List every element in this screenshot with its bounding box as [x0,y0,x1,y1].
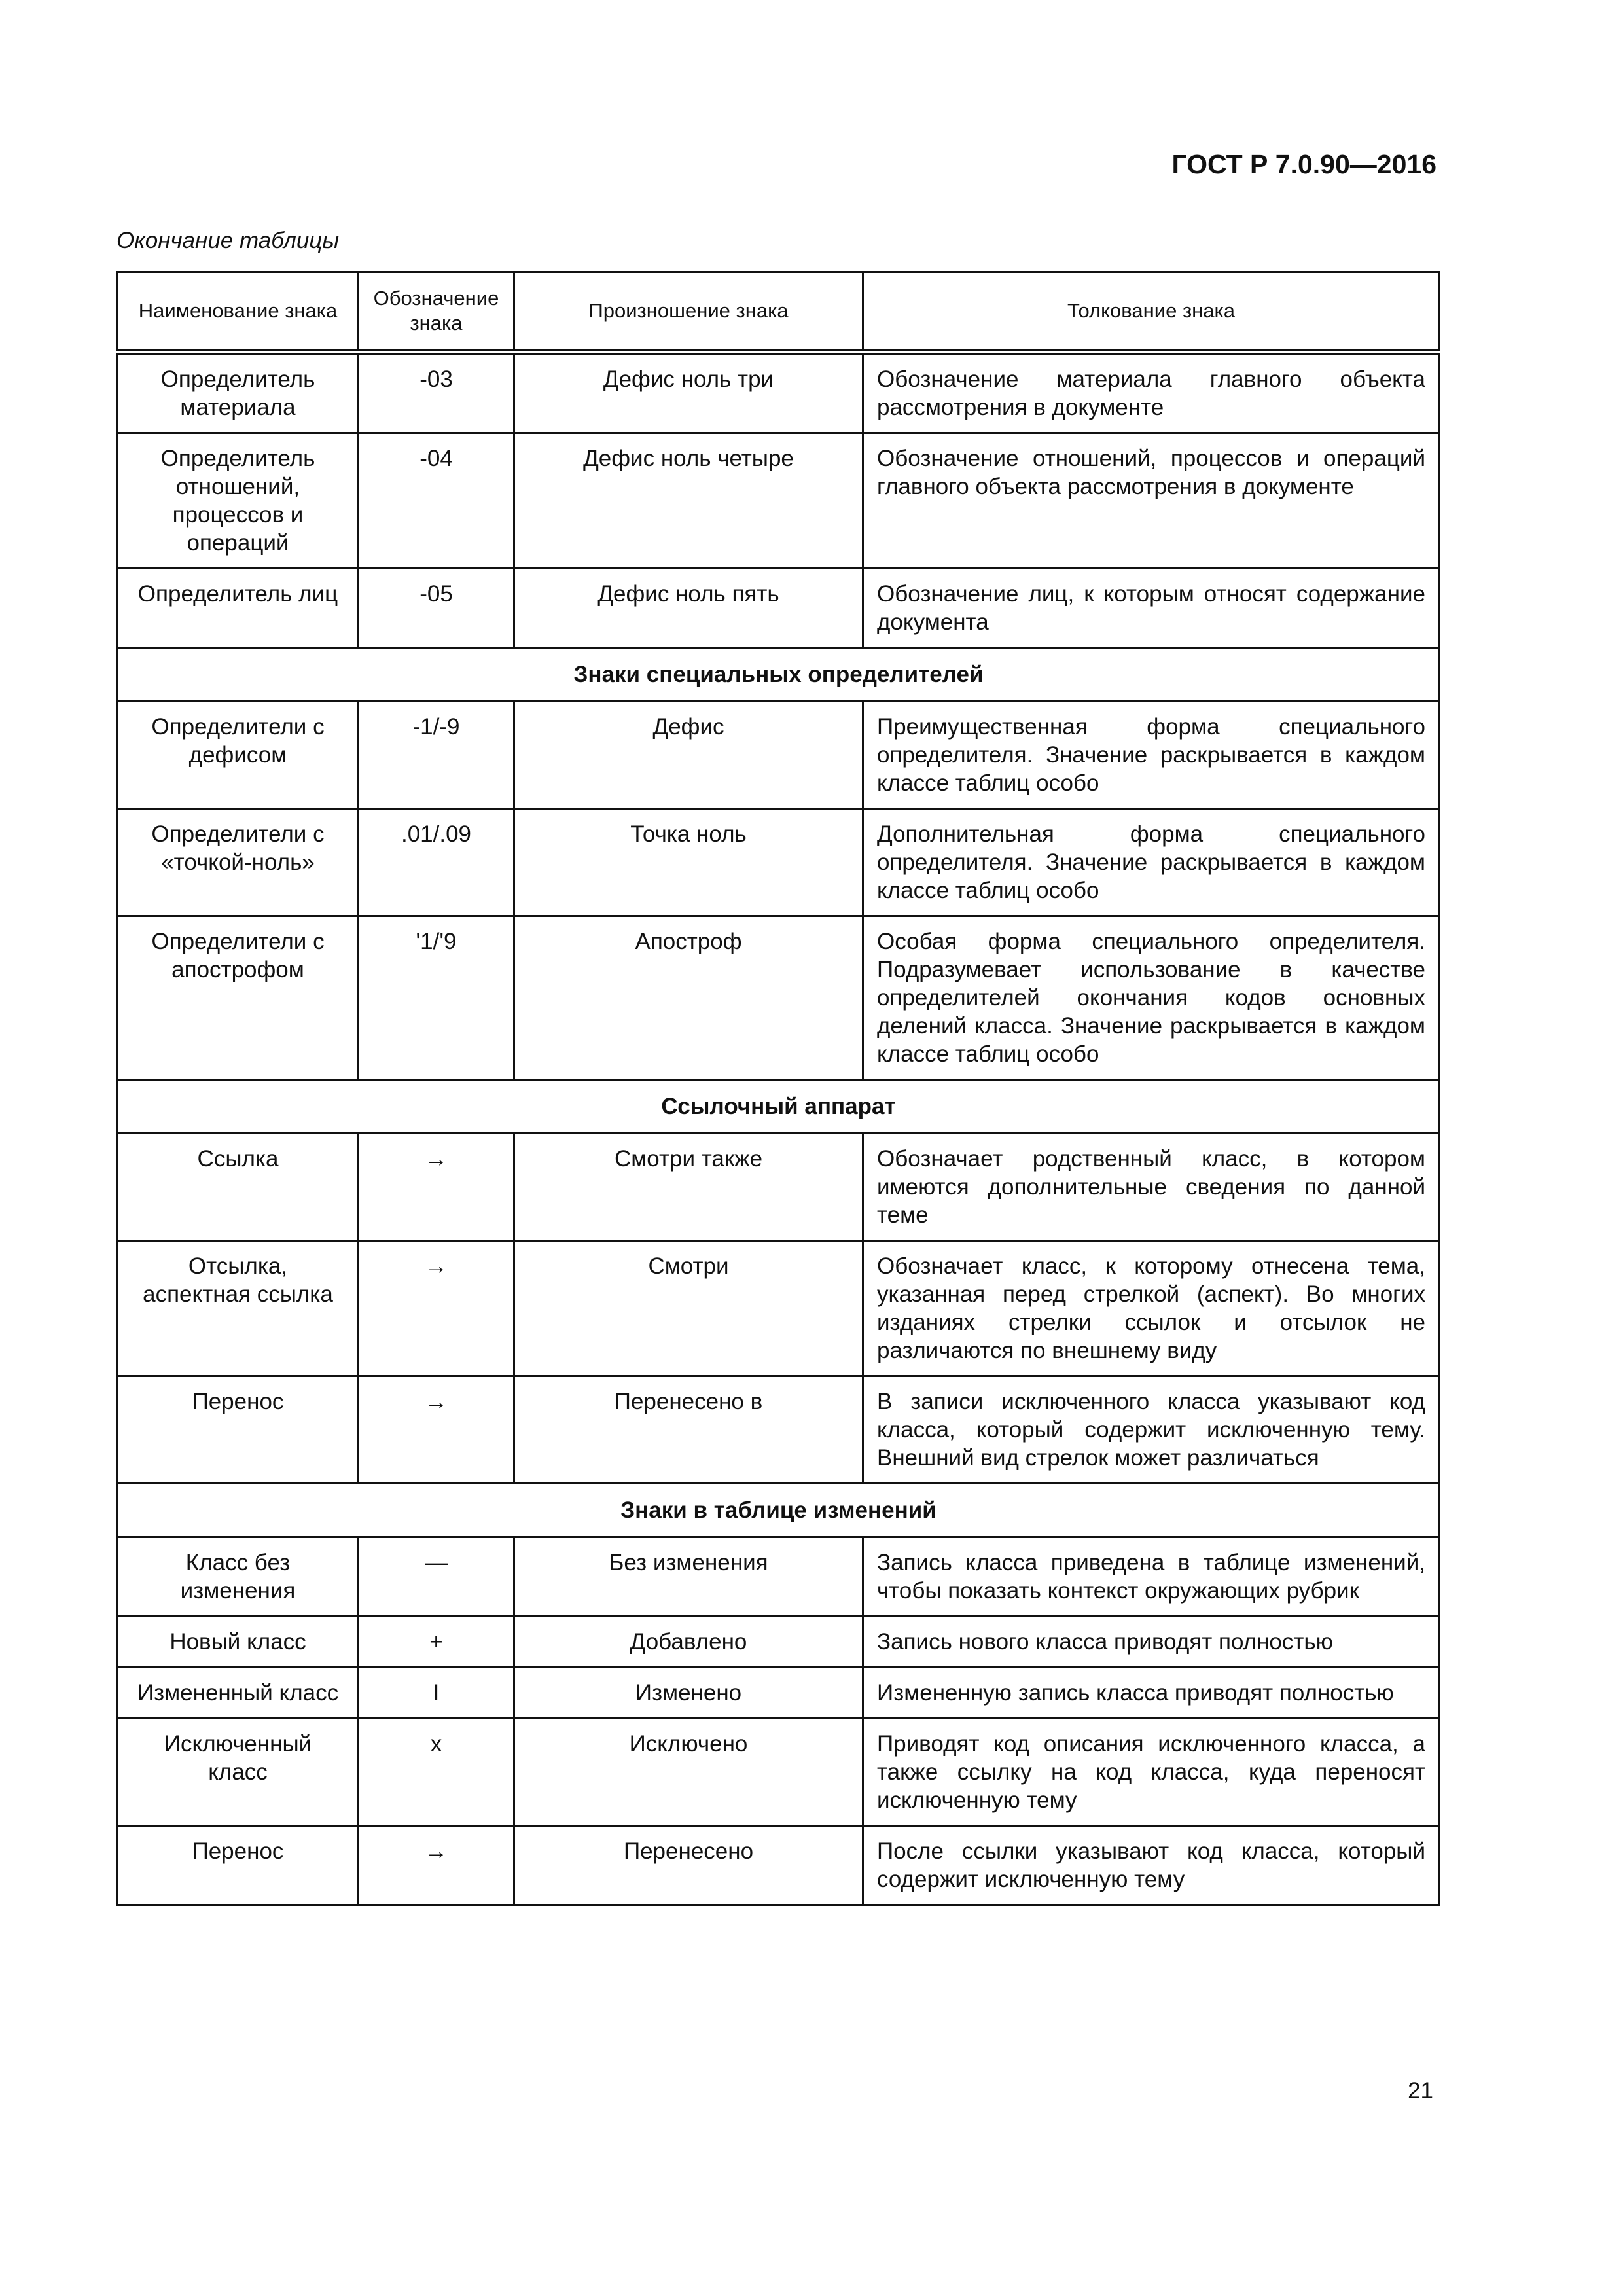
sign-interpretation-cell: В записи исключенного класса указывают код класса, который содержит исключенную тему. Внешний вид стрелок может различаться [863,1376,1440,1484]
sign-interpretation-cell: Обозначает класс, к которому отнесена тема, указанная перед стрелкой (аспект). Во многих изданиях стрелки ссылок и отсылок не различаются по внешнему виду [863,1241,1440,1376]
column-header-name: Наименование знака [118,272,359,352]
sign-name-cell: Класс без изменения [118,1537,359,1617]
sign-symbol-cell: -05 [359,569,514,648]
sign-name-cell: Определители с «точкой-ноль» [118,809,359,916]
sign-interpretation-cell: Запись класса приведена в таблице изменений, чтобы показать контекст окружающих рубрик [863,1537,1440,1617]
sign-name-cell: Определители с дефисом [118,702,359,809]
table-row [118,1668,1440,1719]
sign-name-cell: Ссылка [118,1134,359,1241]
sign-symbol-cell: → [359,1826,514,1905]
sign-pronunciation-cell: Дефис ноль три [514,352,863,433]
table-row [118,1376,1440,1484]
section-header-row [118,1484,1440,1537]
signs-table [116,271,1440,1906]
standard-number: ГОСТ Р 7.0.90—2016 [1171,149,1436,179]
column-header-sign: Обозначение знака [359,272,514,352]
sign-symbol-cell: x [359,1719,514,1826]
sign-interpretation-cell: Запись нового класса приводят полностью [863,1617,1440,1668]
sign-interpretation-cell: Особая форма специального определителя. Подразумевает использование в качестве определителей окончания кодов основных делений класса. Значение раскрывается в каждом классе таблиц особо [863,916,1440,1080]
sign-name-cell: Определитель лиц [118,569,359,648]
sign-pronunciation-cell: Дефис [514,702,863,809]
table-row [118,702,1440,809]
sign-symbol-cell: — [359,1537,514,1617]
sign-interpretation-cell: Обозначает родственный класс, в котором имеются дополнительные сведения по данной теме [863,1134,1440,1241]
sign-interpretation-cell: Обозначение отношений, процессов и операций главного объекта рассмотрения в документе [863,433,1440,569]
sign-name-cell: Исключенный класс [118,1719,359,1826]
sign-interpretation-cell: После ссылки указывают код класса, который содержит исключенную тему [863,1826,1440,1905]
table-row [118,1537,1440,1617]
sign-pronunciation-cell: Изменено [514,1668,863,1719]
sign-name-cell: Отсылка, аспектная ссылка [118,1241,359,1376]
sign-pronunciation-cell: Дефис ноль пять [514,569,863,648]
sign-interpretation-cell: Измененную запись класса приводят полностью [863,1668,1440,1719]
sign-pronunciation-cell: Перенесено [514,1826,863,1905]
sign-symbol-cell: → [359,1241,514,1376]
sign-interpretation-cell: Обозначение материала главного объекта рассмотрения в документе [863,352,1440,433]
sign-name-cell: Измененный класс [118,1668,359,1719]
sign-pronunciation-cell: Дефис ноль четыре [514,433,863,569]
sign-pronunciation-cell: Точка ноль [514,809,863,916]
section-title: Знаки в таблице изменений [118,1484,1440,1537]
sign-interpretation-cell: Преимущественная форма специального определителя. Значение раскрывается в каждом классе таблиц особо [863,702,1440,809]
sign-pronunciation-cell: Исключено [514,1719,863,1826]
sign-symbol-cell: + [359,1617,514,1668]
table-row [118,1134,1440,1241]
table-row [118,569,1440,648]
sign-pronunciation-cell: Без изменения [514,1537,863,1617]
table-row [118,1617,1440,1668]
table-row [118,809,1440,916]
sign-symbol-cell: -04 [359,433,514,569]
sign-name-cell: Перенос [118,1376,359,1484]
table-continuation-label: Окончание таблицы [116,228,340,253]
section-header-row [118,648,1440,702]
table-header-row [118,272,1440,352]
sign-name-cell: Определители с апострофом [118,916,359,1080]
sign-symbol-cell: -03 [359,352,514,433]
sign-name-cell: Новый класс [118,1617,359,1668]
sign-interpretation-cell: Дополнительная форма специального определителя. Значение раскрывается в каждом классе таблиц особо [863,809,1440,916]
section-title: Знаки специальных определителей [118,648,1440,702]
sign-symbol-cell: → [359,1376,514,1484]
table-row [118,1241,1440,1376]
section-header-row [118,1080,1440,1134]
table-row [118,1826,1440,1905]
table-body [118,352,1440,1905]
sign-symbol-cell: '1/'9 [359,916,514,1080]
sign-interpretation-cell: Приводят код описания исключенного класса, а также ссылку на код класса, куда переносят исключенную тему [863,1719,1440,1826]
sign-pronunciation-cell: Апостроф [514,916,863,1080]
sign-symbol-cell: I [359,1668,514,1719]
table-row [118,352,1440,433]
sign-name-cell: Перенос [118,1826,359,1905]
sign-name-cell: Определитель материала [118,352,359,433]
sign-symbol-cell: -1/-9 [359,702,514,809]
sign-pronunciation-cell: Добавлено [514,1617,863,1668]
page-number: 21 [1408,2078,1433,2104]
section-title: Ссылочный аппарат [118,1080,1440,1134]
sign-name-cell: Определитель отношений, процессов и операций [118,433,359,569]
column-header-pronunciation: Произношение знака [514,272,863,352]
table-row [118,916,1440,1080]
sign-pronunciation-cell: Смотри [514,1241,863,1376]
sign-symbol-cell: .01/.09 [359,809,514,916]
sign-pronunciation-cell: Перенесено в [514,1376,863,1484]
column-header-interpretation: Толкование знака [863,272,1440,352]
table-row [118,1719,1440,1826]
sign-symbol-cell: → [359,1134,514,1241]
table-row [118,433,1440,569]
sign-interpretation-cell: Обозначение лиц, к которым относят содержание документа [863,569,1440,648]
sign-pronunciation-cell: Смотри также [514,1134,863,1241]
